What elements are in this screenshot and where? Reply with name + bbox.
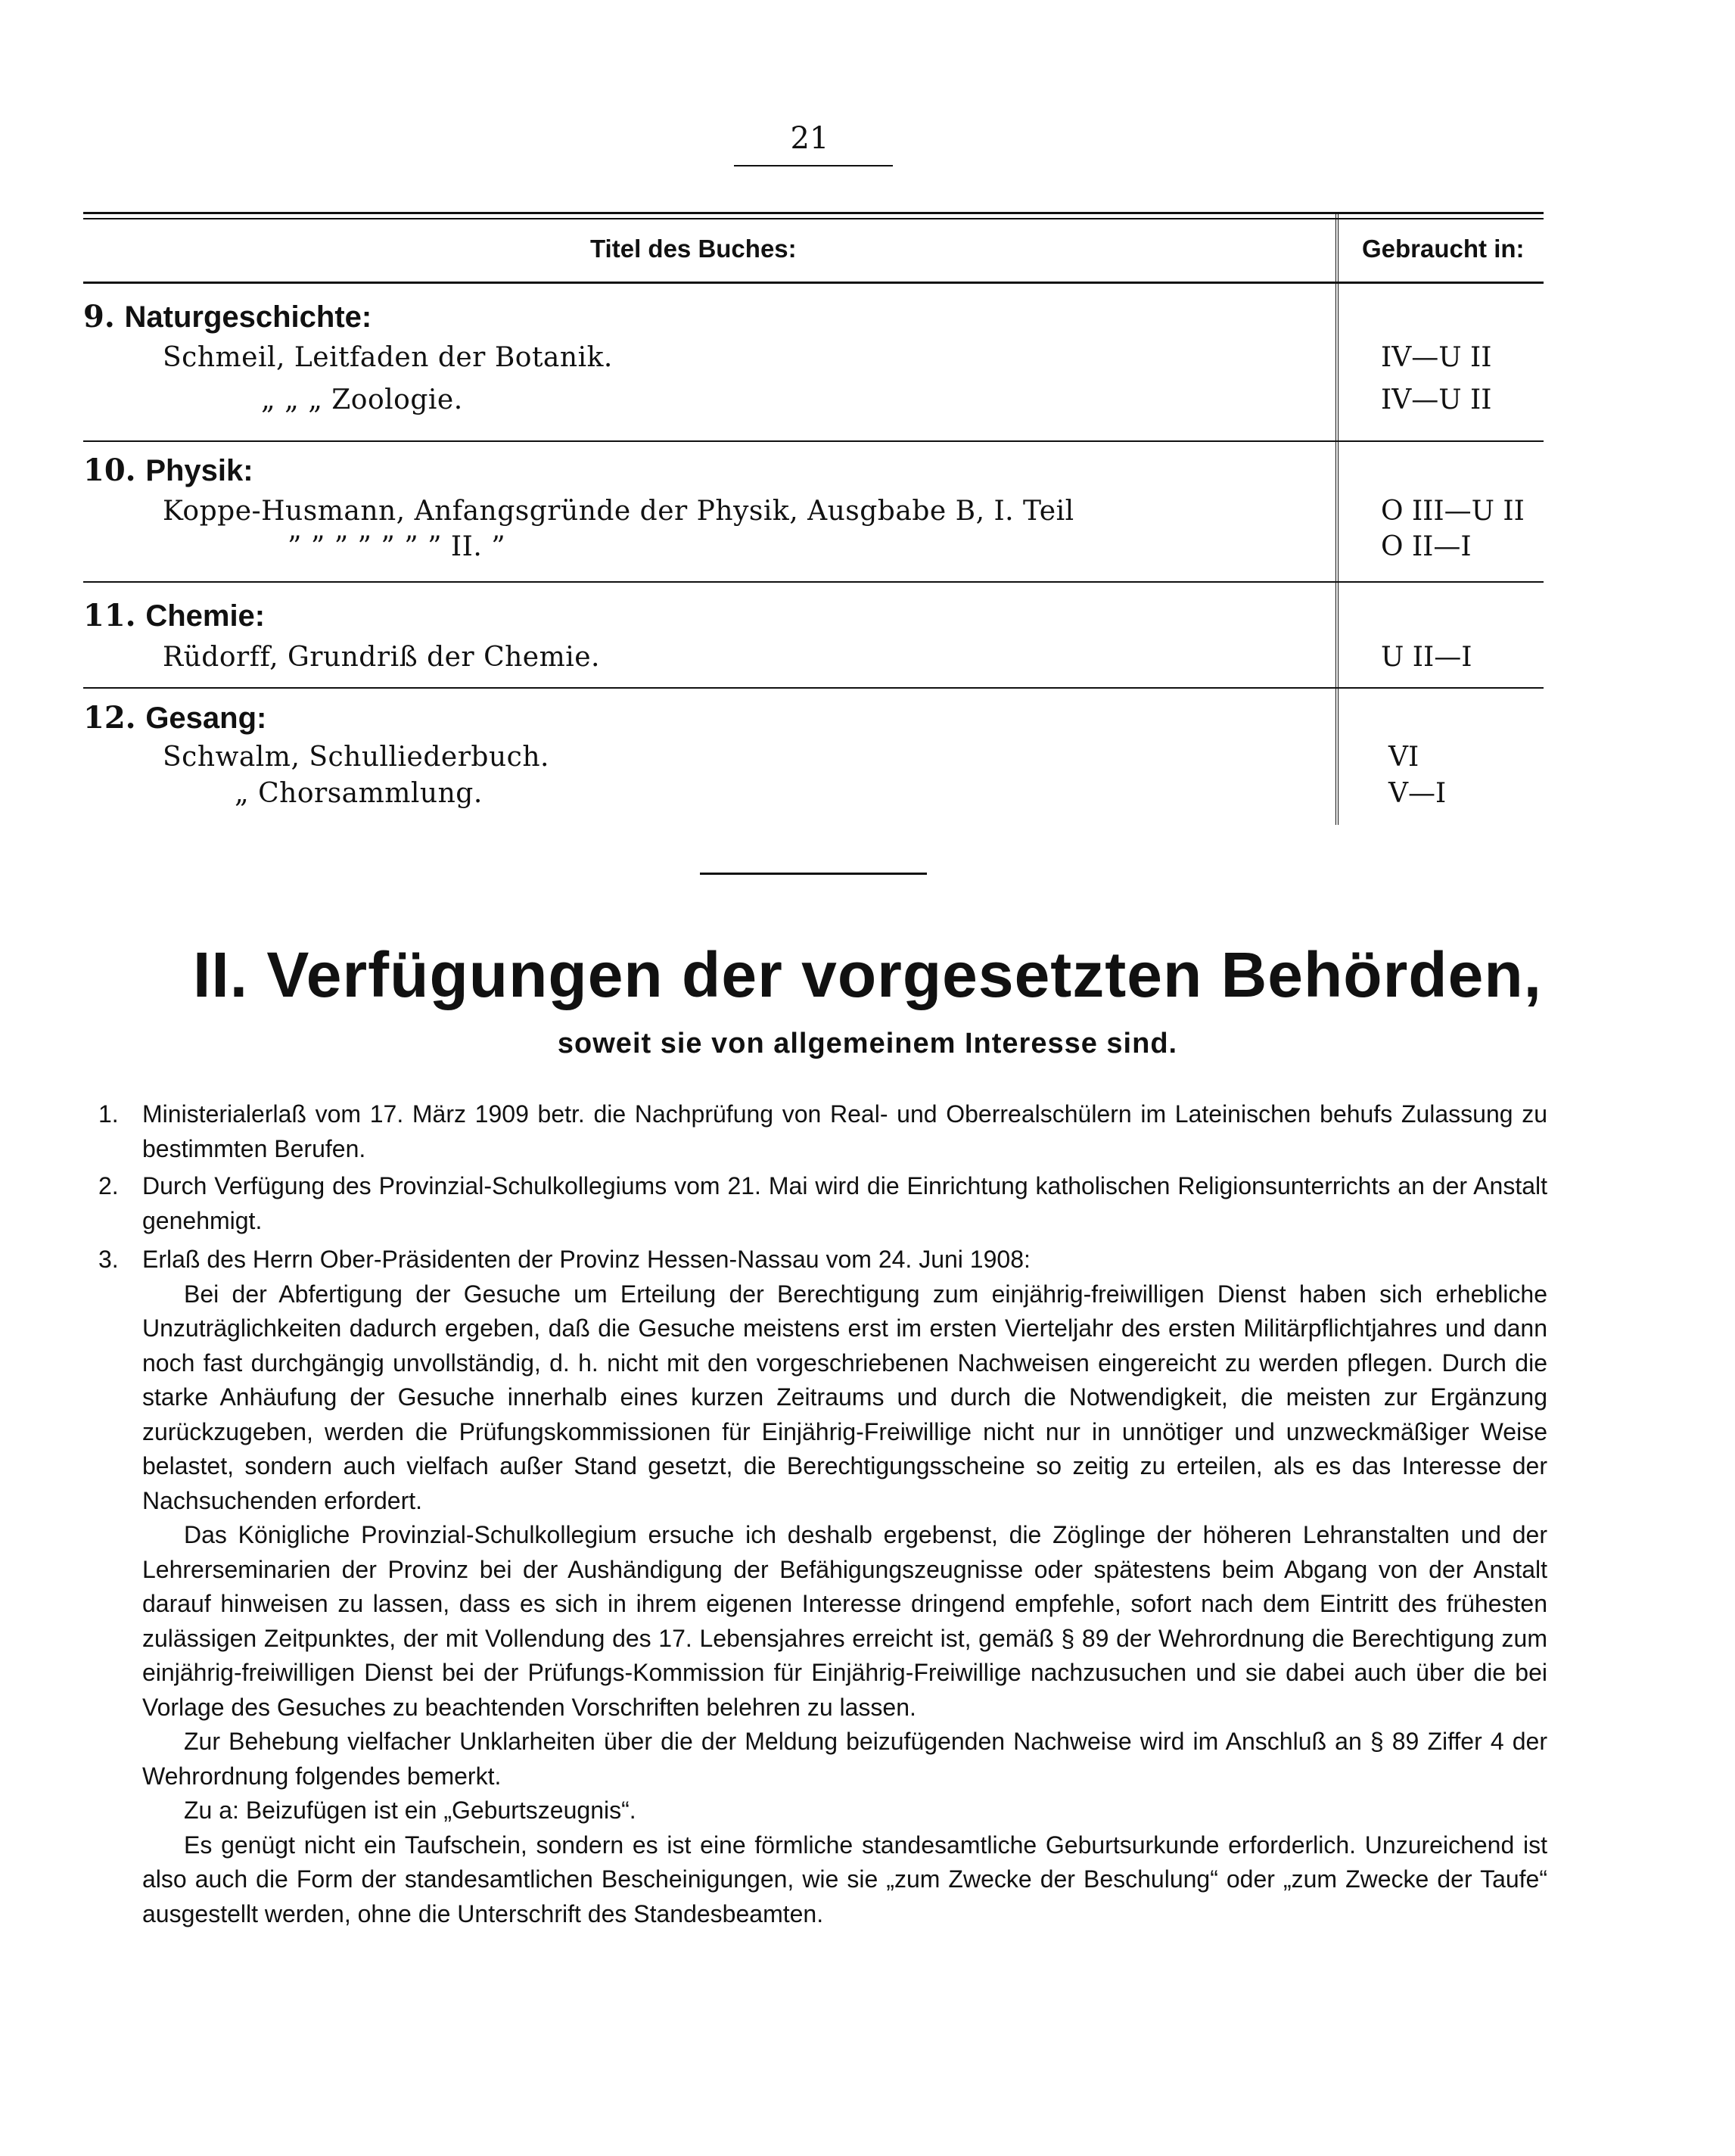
decree-text: Erlaß des Herrn Ober-Präsidenten der Provinz Hessen-Nassau vom 24. Juni 1908: xyxy=(142,1246,1031,1273)
book-title: „ „ „ Zoologie. xyxy=(261,384,463,415)
subject-name: Naturgeschichte: xyxy=(124,300,372,334)
book-title: ” ” ” ” ” ” ” II. ” xyxy=(288,531,506,562)
book-used-in: IV—U II xyxy=(1381,342,1492,373)
subject-name: Chemie: xyxy=(145,599,266,633)
section-rule xyxy=(83,440,1544,442)
decree-number: 2. xyxy=(98,1172,119,1199)
table-closing-rule xyxy=(700,873,927,875)
book-used-in: O III—U II xyxy=(1381,496,1525,527)
section-subtitle: soweit sie von allgemeinem Interesse sind. xyxy=(557,1028,1178,1059)
decrees-body xyxy=(98,1097,1547,1934)
book-title: Schmeil, Leitfaden der Botanik. xyxy=(163,342,613,373)
subject-number: 10. xyxy=(83,453,136,488)
book-title: Koppe-Husmann, Anfangsgründe der Physik, Ausgbabe B, I. Teil xyxy=(163,496,1074,527)
book-title: Rüdorff, Grundriß der Chemie. xyxy=(163,642,601,673)
header-rule xyxy=(83,282,1544,284)
subject-chemie xyxy=(83,598,265,633)
decree-number: 3. xyxy=(98,1246,119,1273)
page-number: 21 xyxy=(790,121,829,156)
subject-name: Gesang: xyxy=(145,702,267,735)
decree-paragraph: Das Königliche Provinzial-Schulkollegium ersuche ich deshalb ergebenst, die Zöglinge der höheren Lehranstalten und der Lehrerseminarien der Provinz bei der Aushändigung der Befähigungszeugnisse oder spätestens beim Abgang von der Anstalt darauf hinweisen zu lassen, dass es sich in ihrem eigenen Interesse dringend empfehle, sofort nach dem Eintritt des frühesten zulässigen Zeitpunktes, der mit Vollendung des 17. Lebensjahres erreicht ist, gemäß § 89 der Wehrordnung die Berechtigung zum einjährig-freiwilligen Dienst bei der Prüfungs-Kommission für Einjährig-Freiwillige nachzusuchen und sie dabei auch über die bei Vorlage des Gesuches zu beachtenden Vorschriften belehren zu lassen. xyxy=(142,1521,1547,1721)
book-used-in: IV—U II xyxy=(1381,384,1492,415)
book-used-in: VI xyxy=(1388,742,1419,773)
table-top-rule-2 xyxy=(83,218,1544,219)
decree-paragraph: Zu a: Beizufügen ist ein „Geburtszeugnis“. xyxy=(184,1797,636,1824)
decree-paragraph: Bei der Abfertigung der Gesuche um Erteilung der Berechtigung zum einjährig-freiwilligen Dienst haben sich erhebliche Unzuträglichkeiten dadurch ergeben, daß die Gesuche meistens erst im ersten Vierteljahr des ersten Militärpflichtjahres und dann noch fast durchgängig unvollständig, d. h. nicht mit den vorgeschriebenen Nachweisen eingereicht zu werden pflegen. Durch die starke Anhäufung der Gesuche innerhalb eines kurzen Zeitraums und durch die Notwendigkeit, die meisten zur Ergänzung zurückzugeben, werden die Prüfungskommissionen für Einjährig-Freiwillige nicht nur in unnötiger und unzweckmäßiger Weise belastet, sondern auch vielfach außer Stand gesetzt, die Berechtigungsscheine so zeitig zu erteilen, als es das Interesse der Nachsuchenden erfordert. xyxy=(142,1280,1547,1514)
decree-text: Durch Verfügung des Provinzial-Schulkollegiums vom 21. Mai wird die Einrichtung katholischen Religionsunterrichts an der Anstalt genehmigt. xyxy=(142,1172,1547,1234)
subject-number: 11. xyxy=(83,598,136,633)
section-rule xyxy=(83,687,1544,689)
subject-naturgeschichte xyxy=(83,299,372,334)
subject-number: 9. xyxy=(83,299,115,334)
subject-physik xyxy=(83,453,253,488)
section-rule xyxy=(83,581,1544,583)
book-table xyxy=(83,212,1544,825)
book-used-in: V—I xyxy=(1388,778,1447,809)
decree-number: 1. xyxy=(98,1100,119,1128)
table-column-divider xyxy=(1335,212,1339,825)
decree-item xyxy=(98,1097,1547,1166)
book-title: Schwalm, Schulliederbuch. xyxy=(163,742,549,773)
subject-number: 12. xyxy=(83,700,136,736)
page-number-rule xyxy=(734,165,893,166)
header-used: Gebraucht in: xyxy=(1362,235,1525,263)
decree-paragraph: Es genügt nicht ein Taufschein, sondern es ist eine förmliche standesamtliche Geburtsurkunde erforderlich. Unzureichend ist also auch die Form der standesamtlichen Bescheinigungen, wie sie „zum Zwecke der Beschulung“ oder „zum Zwecke der Taufe“ ausgestellt werden, ohne die Unterschrift des Standesbeamten. xyxy=(142,1831,1547,1927)
header-title: Titel des Buches: xyxy=(590,235,797,263)
subject-gesang xyxy=(83,700,266,736)
book-used-in: O II—I xyxy=(1381,531,1472,562)
decree-paragraph: Zur Behebung vielfacher Unklarheiten über die der Meldung beizufügenden Nachweise wird im Anschluß an § 89 Ziffer 4 der Wehrordnung folgendes bemerkt. xyxy=(142,1728,1547,1790)
section-title: II. Verfügungen der vorgesetzten Behörden, xyxy=(193,939,1542,1010)
decree-item xyxy=(98,1243,1547,1931)
book-used-in: U II—I xyxy=(1381,642,1472,673)
table-top-rule xyxy=(83,212,1544,214)
book-title: „ Chorsammlung. xyxy=(235,778,483,809)
decree-text: Ministerialerlaß vom 17. März 1909 betr. die Nachprüfung von Real- und Oberrealschülern im Lateinischen behufs Zulassung zu bestimmten Berufen. xyxy=(142,1100,1547,1162)
decree-item xyxy=(98,1169,1547,1238)
subject-name: Physik: xyxy=(145,454,253,487)
